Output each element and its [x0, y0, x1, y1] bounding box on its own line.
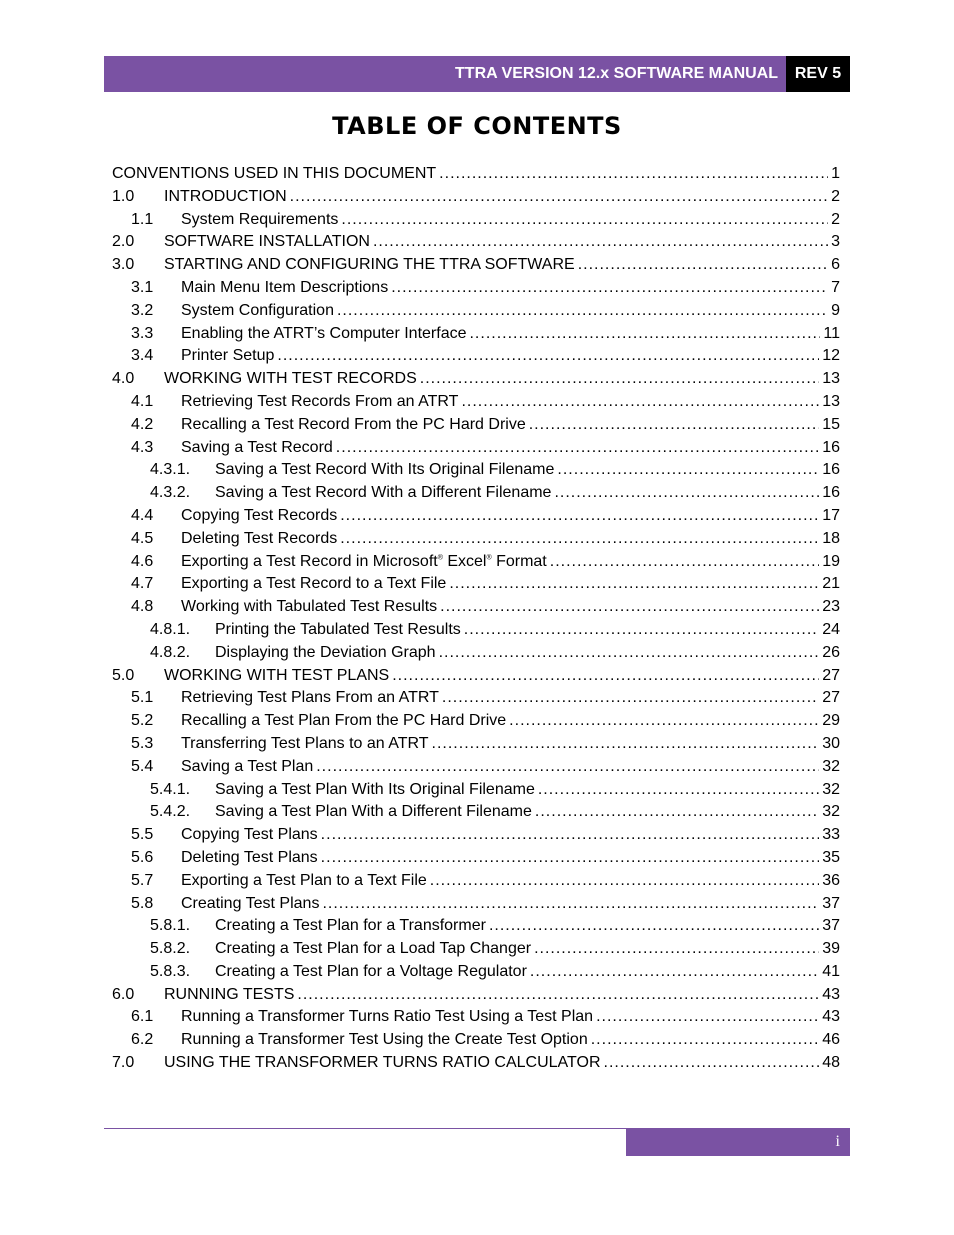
toc-entry[interactable] — [112, 347, 840, 370]
toc-entry-title: System Configuration — [181, 301, 334, 319]
dot-leader — [461, 393, 819, 411]
table-of-contents — [112, 165, 840, 1077]
toc-entry-number: 4.0 — [112, 370, 135, 388]
toc-entry[interactable] — [112, 393, 840, 416]
toc-entry[interactable] — [112, 872, 840, 895]
dot-leader — [604, 1054, 820, 1072]
toc-entry-title — [181, 553, 547, 571]
toc-entry-title: Printing the Tabulated Test Results — [215, 620, 461, 638]
revision-badge: REV 5 — [786, 56, 850, 92]
toc-entry-number: 5.6 — [131, 848, 154, 866]
toc-entry[interactable] — [112, 895, 840, 918]
dot-leader — [534, 940, 819, 958]
toc-entry[interactable] — [112, 1054, 840, 1077]
toc-entry-title: Deleting Test Records — [181, 529, 338, 547]
toc-entry[interactable] — [112, 1031, 840, 1054]
toc-entry-title-part: Exporting a Test Record in Microsoft — [181, 552, 438, 570]
toc-entry-page: 30 — [822, 734, 840, 752]
toc-entry-page: 2 — [831, 187, 840, 205]
toc-entry-number: 4.3 — [131, 438, 154, 456]
dot-leader — [557, 461, 819, 479]
toc-entry-number: 7.0 — [112, 1054, 135, 1072]
registered-mark: ® — [437, 554, 443, 562]
dot-leader — [489, 917, 819, 935]
toc-entry[interactable] — [112, 986, 840, 1009]
toc-entry-title: Running a Transformer Turns Ratio Test Using a Test Plan — [181, 1008, 594, 1026]
toc-entry-page: 32 — [822, 780, 840, 798]
toc-entry-number: 6.1 — [131, 1008, 154, 1026]
dot-leader — [420, 370, 819, 388]
toc-entry[interactable] — [112, 689, 840, 712]
dot-leader — [340, 507, 819, 525]
dot-leader — [321, 826, 820, 844]
toc-entry[interactable] — [112, 165, 840, 188]
toc-entry-title: Exporting a Test Plan to a Text File — [181, 871, 427, 889]
toc-entry-page: 27 — [822, 689, 840, 707]
toc-entry-page: 37 — [822, 894, 840, 912]
toc-entry-page: 18 — [822, 529, 840, 547]
toc-entry-title: Copying Test Plans — [181, 826, 318, 844]
toc-entry-title: Saving a Test Plan With a Different Filename — [215, 803, 532, 821]
dot-leader — [578, 256, 828, 274]
toc-entry[interactable] — [112, 325, 840, 348]
toc-entry-number: 5.8.3. — [150, 962, 191, 980]
toc-entry-number: 5.2 — [131, 712, 154, 730]
toc-entry[interactable] — [112, 644, 840, 667]
toc-entry[interactable] — [112, 507, 840, 530]
dot-leader — [439, 165, 828, 183]
dot-leader — [529, 416, 819, 434]
toc-entry-number: 3.2 — [131, 301, 154, 319]
toc-entry-page: 36 — [822, 871, 840, 889]
toc-entry-page: 32 — [822, 757, 840, 775]
toc-entry[interactable] — [112, 553, 840, 576]
toc-entry-number: 4.3.2. — [150, 484, 191, 502]
page-title: TABLE OF CONTENTS — [332, 112, 622, 140]
toc-entry-number: 5.4 — [131, 757, 154, 775]
toc-entry-number: 5.8.1. — [150, 917, 191, 935]
toc-entry-number: 4.4 — [131, 506, 154, 524]
toc-entry-page: 6 — [831, 256, 840, 274]
dot-leader — [430, 872, 819, 890]
toc-entry-page: 23 — [822, 598, 840, 616]
dot-leader — [277, 347, 819, 365]
toc-entry[interactable] — [112, 233, 840, 256]
toc-entry-number: 1.0 — [112, 187, 135, 205]
toc-entry-title: Transferring Test Plans to an ATRT — [181, 734, 429, 752]
toc-entry-number: 2.0 — [112, 233, 135, 251]
toc-entry-number: 3.3 — [131, 324, 154, 342]
toc-entry-number: 5.7 — [131, 871, 154, 889]
toc-entry-page: 27 — [822, 666, 840, 684]
toc-entry-number: 4.8 — [131, 598, 154, 616]
toc-entry[interactable] — [112, 940, 840, 963]
toc-entry-number: 5.8 — [131, 894, 154, 912]
toc-entry[interactable] — [112, 302, 840, 325]
toc-entry-number: 4.7 — [131, 575, 154, 593]
toc-entry[interactable] — [112, 439, 840, 462]
dot-leader — [550, 553, 819, 571]
toc-entry-page: 16 — [822, 461, 840, 479]
toc-entry[interactable] — [112, 279, 840, 302]
toc-entry-title: Saving a Test Plan — [181, 757, 314, 775]
toc-entry-page: 32 — [822, 803, 840, 821]
toc-entry-number: 4.1 — [131, 392, 154, 410]
dot-leader — [538, 781, 819, 799]
toc-entry[interactable] — [112, 781, 840, 804]
dot-leader — [449, 575, 819, 593]
dot-leader — [535, 803, 819, 821]
toc-entry-title: INTRODUCTION — [164, 187, 287, 205]
toc-entry[interactable] — [112, 803, 840, 826]
toc-entry-title: SOFTWARE INSTALLATION — [164, 233, 370, 251]
toc-entry-page: 17 — [822, 506, 840, 524]
dot-leader — [336, 439, 819, 457]
dot-leader — [391, 279, 828, 297]
toc-entry-page: 29 — [822, 712, 840, 730]
toc-entry[interactable] — [112, 575, 840, 598]
toc-entry-page: 16 — [822, 484, 840, 502]
dot-leader — [392, 667, 819, 685]
toc-entry-number: 5.0 — [112, 666, 135, 684]
toc-entry-title: Retrieving Test Plans From an ATRT — [181, 689, 439, 707]
toc-entry-title: Recalling a Test Plan From the PC Hard Drive — [181, 712, 507, 730]
toc-entry-page: 33 — [822, 826, 840, 844]
toc-entry-number: 6.0 — [112, 985, 135, 1003]
toc-entry-page: 2 — [831, 210, 840, 228]
toc-entry-page: 1 — [831, 165, 840, 182]
toc-entry-title: Creating a Test Plan for a Voltage Regulator — [215, 962, 527, 980]
toc-entry-title: System Requirements — [181, 210, 339, 228]
toc-entry-page: 41 — [822, 962, 840, 980]
dot-leader — [509, 712, 819, 730]
header-bar — [104, 56, 850, 92]
toc-entry-title: Displaying the Deviation Graph — [215, 643, 436, 661]
dot-leader — [337, 302, 828, 320]
manual-title: TTRA VERSION 12.x SOFTWARE MANUAL — [455, 65, 778, 82]
toc-entry-title: Deleting Test Plans — [181, 848, 318, 866]
toc-entry-number: 5.1 — [131, 689, 154, 707]
toc-entry[interactable] — [112, 826, 840, 849]
toc-entry[interactable] — [112, 598, 840, 621]
dot-leader — [530, 963, 819, 981]
toc-entry-page: 43 — [822, 985, 840, 1003]
toc-entry-title: Recalling a Test Record From the PC Hard Drive — [181, 415, 526, 433]
toc-entry-page: 39 — [822, 940, 840, 958]
toc-entry[interactable] — [112, 484, 840, 507]
toc-entry-number: 5.5 — [131, 826, 154, 844]
toc-entry-page: 16 — [822, 438, 840, 456]
toc-entry-title: WORKING WITH TEST RECORDS — [164, 370, 417, 388]
page-number: i — [835, 1133, 840, 1150]
toc-entry-title: Creating a Test Plan for a Load Tap Changer — [215, 940, 532, 958]
dot-leader — [439, 644, 820, 662]
toc-entry-page: 7 — [831, 278, 840, 296]
toc-entry-number: 4.3.1. — [150, 461, 191, 479]
toc-entry[interactable] — [112, 461, 840, 484]
toc-entry-page: 37 — [822, 917, 840, 935]
toc-entry[interactable] — [112, 256, 840, 279]
toc-entry-number: 4.8.1. — [150, 620, 191, 638]
toc-entry-title: RUNNING TESTS — [164, 985, 295, 1003]
toc-entry-title: Copying Test Records — [181, 506, 338, 524]
dot-leader — [297, 986, 819, 1004]
toc-entry-number: 4.8.2. — [150, 643, 191, 661]
dot-leader — [469, 325, 820, 343]
toc-entry-number: 3.1 — [131, 278, 154, 296]
toc-entry-number: 4.2 — [131, 415, 154, 433]
dot-leader — [316, 758, 819, 776]
dot-leader — [442, 689, 819, 707]
toc-entry-title-part: Format — [491, 552, 547, 570]
toc-entry-page: 43 — [822, 1008, 840, 1026]
toc-entry-page: 24 — [822, 620, 840, 638]
toc-entry-number: 4.5 — [131, 529, 154, 547]
toc-entry-page: 3 — [831, 233, 840, 251]
toc-entry[interactable] — [112, 370, 840, 393]
toc-entry-title: Saving a Test Record With a Different Filename — [215, 484, 552, 502]
dot-leader — [591, 1031, 819, 1049]
dot-leader — [321, 849, 820, 867]
toc-entry-number: 3.0 — [112, 256, 135, 274]
toc-entry[interactable] — [112, 712, 840, 735]
toc-entry-title: Working with Tabulated Test Results — [181, 598, 438, 616]
toc-entry-page: 26 — [822, 643, 840, 661]
toc-entry-number: 5.8.2. — [150, 940, 191, 958]
toc-entry-number: 5.3 — [131, 734, 154, 752]
toc-entry-title: Saving a Test Record — [181, 438, 333, 456]
toc-entry-page: 13 — [822, 370, 840, 388]
dot-leader — [290, 188, 828, 206]
toc-entry-page: 12 — [822, 347, 840, 365]
toc-entry-title: CONVENTIONS USED IN THIS DOCUMENT — [112, 165, 437, 182]
toc-entry-page: 9 — [831, 301, 840, 319]
toc-entry-page: 19 — [822, 552, 840, 570]
toc-entry-title: USING THE TRANSFORMER TURNS RATIO CALCULATOR — [164, 1054, 601, 1072]
toc-entry-title-part: Excel — [442, 552, 487, 570]
toc-entry[interactable] — [112, 211, 840, 234]
toc-entry-title: Main Menu Item Descriptions — [181, 278, 389, 296]
dot-leader — [554, 484, 819, 502]
toc-entry[interactable] — [112, 530, 840, 553]
toc-entry-title: Creating a Test Plan for a Transformer — [215, 917, 486, 935]
dot-leader — [464, 621, 819, 639]
toc-entry-number: 3.4 — [131, 347, 154, 365]
toc-entry-title: Saving a Test Plan With Its Original Filename — [215, 780, 535, 798]
toc-entry-title: Creating Test Plans — [181, 894, 320, 912]
toc-entry-page: 13 — [822, 392, 840, 410]
toc-entry-title: Running a Transformer Test Using the Create Test Option — [181, 1031, 588, 1049]
toc-entry-page: 48 — [822, 1054, 840, 1072]
toc-entry-title: Enabling the ATRT’s Computer Interface — [181, 324, 467, 342]
toc-entry-number: 6.2 — [131, 1031, 154, 1049]
toc-entry[interactable] — [112, 621, 840, 644]
dot-leader — [322, 895, 819, 913]
toc-entry[interactable] — [112, 188, 840, 211]
toc-entry[interactable] — [112, 758, 840, 781]
toc-entry-title: WORKING WITH TEST PLANS — [164, 666, 390, 684]
dot-leader — [432, 735, 820, 753]
toc-entry-page: 46 — [822, 1031, 840, 1049]
dot-leader — [373, 233, 828, 251]
dot-leader — [440, 598, 819, 616]
dot-leader — [596, 1008, 819, 1026]
toc-entry-title: Printer Setup — [181, 347, 275, 365]
toc-entry-page: 11 — [823, 324, 840, 342]
toc-entry[interactable] — [112, 849, 840, 872]
toc-entry-title: STARTING AND CONFIGURING THE TTRA SOFTWARE — [164, 256, 575, 274]
toc-entry-number: 1.1 — [131, 210, 154, 228]
dot-leader — [341, 211, 828, 229]
toc-entry-page: 21 — [822, 575, 840, 593]
toc-entry-title: Saving a Test Record With Its Original Filename — [215, 461, 555, 479]
toc-entry-number: 4.6 — [131, 552, 154, 570]
toc-entry[interactable] — [112, 1008, 840, 1031]
toc-entry[interactable] — [112, 963, 840, 986]
toc-entry-number: 5.4.1. — [150, 780, 191, 798]
toc-entry-title: Retrieving Test Records From an ATRT — [181, 392, 459, 410]
toc-entry-number: 5.4.2. — [150, 803, 191, 821]
dot-leader — [340, 530, 819, 548]
toc-entry-page: 35 — [822, 848, 840, 866]
toc-entry[interactable] — [112, 667, 840, 690]
toc-entry[interactable] — [112, 917, 840, 940]
toc-entry[interactable] — [112, 416, 840, 439]
toc-entry-page: 15 — [822, 415, 840, 433]
footer-page-box — [626, 1128, 850, 1156]
toc-entry[interactable] — [112, 735, 840, 758]
registered-mark: ® — [486, 554, 492, 562]
toc-entry-title: Exporting a Test Record to a Text File — [181, 575, 447, 593]
